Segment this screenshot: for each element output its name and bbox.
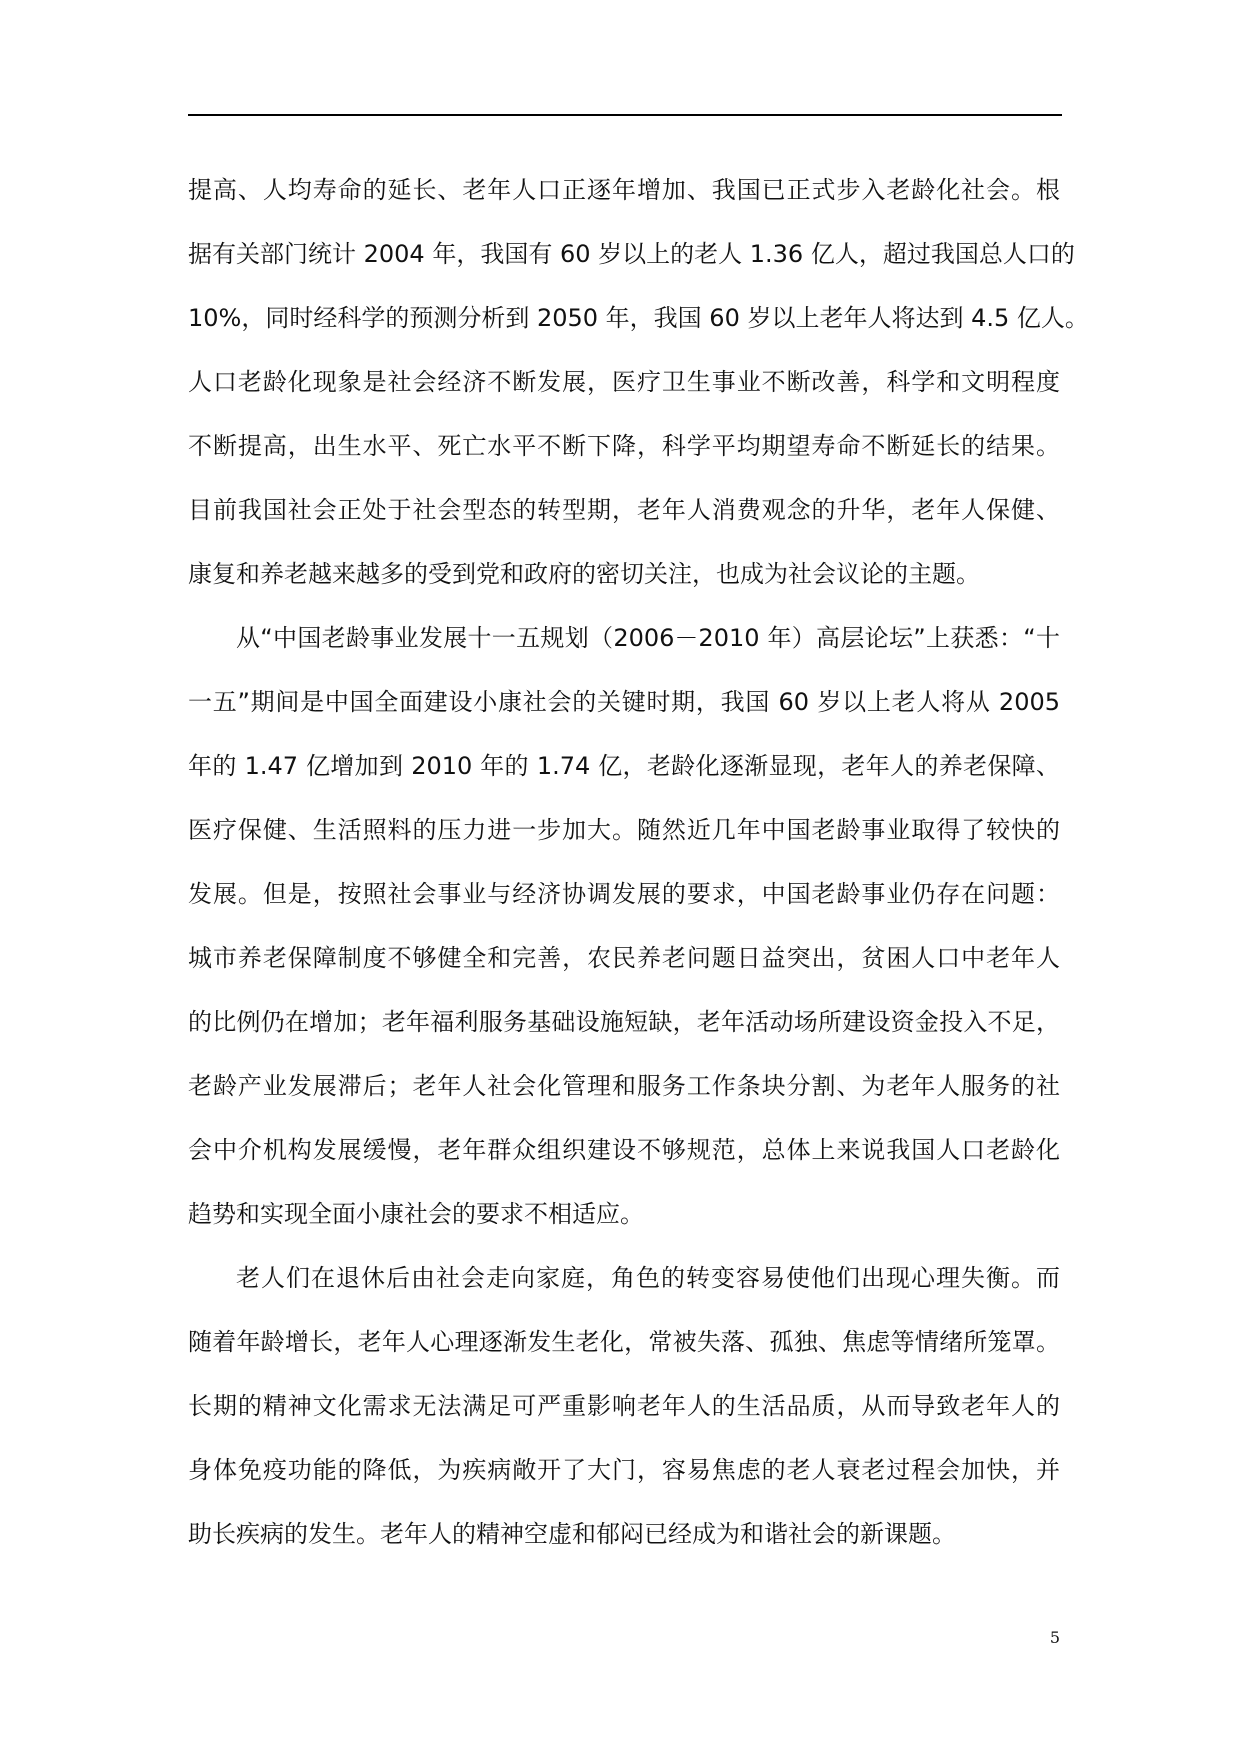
text-line: 助长疾病的发生。老年人的精神空虚和郁闷已经成为和谐社会的新课题。 (188, 1520, 956, 1548)
text-line: 年的 1.47 亿增加到 2010 年的 1.74 亿，老龄化逐渐显现，老年人的养老保障、 (188, 752, 1060, 780)
text-line: 城市养老保障制度不够健全和完善，农民养老问题日益突出，贫困人口中老年人 (188, 944, 1060, 972)
text-line: 会中介机构发展缓慢，老年群众组织建设不够规范，总体上来说我国人口老龄化 (188, 1136, 1060, 1164)
text-line: 据有关部门统计 2004 年，我国有 60 岁以上的老人 1.36 亿人，超过我国总人口的 (188, 240, 1075, 268)
text-line: 提高、人均寿命的延长、老年人口正逐年增加、我国已正式步入老龄化社会。根 (188, 176, 1060, 204)
text-line: 康复和养老越来越多的受到党和政府的密切关注，也成为社会议论的主题。 (188, 560, 980, 588)
text-line: 医疗保健、生活照料的压力进一步加大。随然近几年中国老龄事业取得了较快的 (188, 816, 1060, 844)
page-number: 5 (1049, 1628, 1060, 1647)
text-line: 长期的精神文化需求无法满足可严重影响老年人的生活品质，从而导致老年人的 (188, 1392, 1060, 1420)
text-line: 随着年龄增长，老年人心理逐渐发生老化，常被失落、孤独、焦虑等情绪所笼罩。 (188, 1328, 1060, 1356)
paragraph-3 (188, 1246, 1060, 1566)
text-line: 目前我国社会正处于社会型态的转型期，老年人消费观念的升华，老年人保健、 (188, 496, 1060, 524)
text-line: 发展。但是，按照社会事业与经济协调发展的要求，中国老龄事业仍存在问题： (188, 880, 1060, 908)
text-line: 老人们在退休后由社会走向家庭，角色的转变容易使他们出现心理失衡。而 (236, 1264, 1060, 1292)
text-line: 人口老龄化现象是社会经济不断发展，医疗卫生事业不断改善，科学和文明程度 (188, 368, 1060, 396)
text-line: 身体免疫功能的降低，为疾病敞开了大门，容易焦虑的老人衰老过程会加快，并 (188, 1456, 1060, 1484)
header-rule (188, 114, 1062, 116)
text-line: 的比例仍在增加；老年福利服务基础设施短缺，老年活动场所建设资金投入不足， (188, 1008, 1060, 1036)
paragraph-2 (188, 606, 1060, 1246)
text-line: 不断提高，出生水平、死亡水平不断下降，科学平均期望寿命不断延长的结果。 (188, 432, 1060, 460)
text-line: 老龄产业发展滞后；老年人社会化管理和服务工作条块分割、为老年人服务的社 (188, 1072, 1060, 1100)
text-line: 一五”期间是中国全面建设小康社会的关键时期，我国 60 岁以上老人将从 2005 (188, 688, 1060, 716)
paragraph-1 (188, 158, 1089, 606)
text-line: 从“中国老龄事业发展十一五规划（2006－2010 年）高层论坛”上获悉：“十 (236, 624, 1060, 652)
text-line: 10%，同时经科学的预测分析到 2050 年，我国 60 岁以上老年人将达到 4.5 亿人。 (188, 304, 1089, 332)
body-text (188, 158, 1089, 1566)
text-line: 趋势和实现全面小康社会的要求不相适应。 (188, 1200, 644, 1228)
